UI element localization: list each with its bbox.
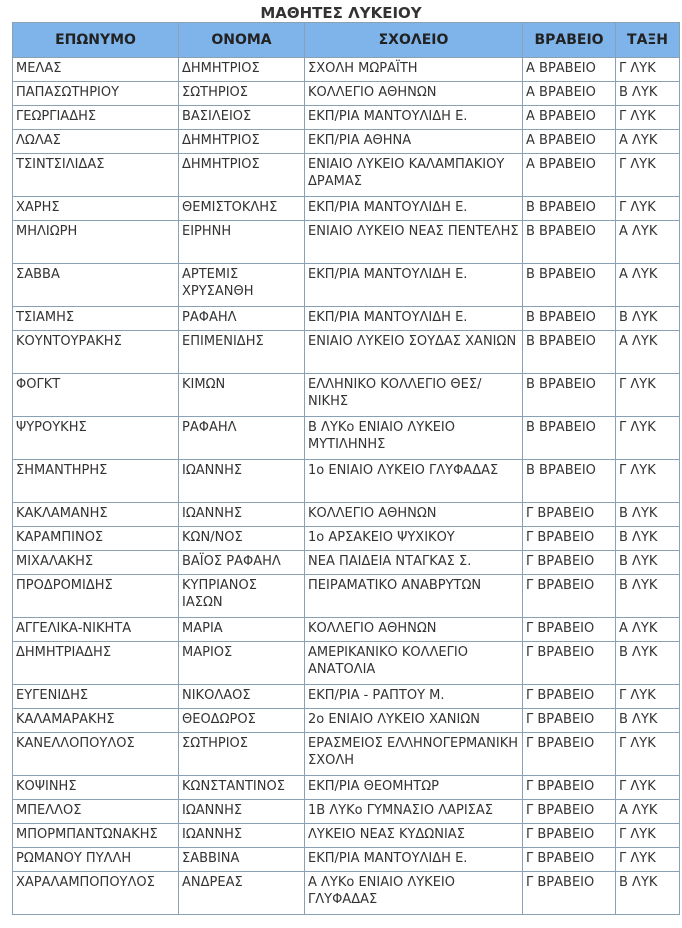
- cell-school: ΕΝΙΑΙΟ ΛΥΚΕΙΟ ΚΑΛΑΜΠΑΚΙΟΥ ΔΡΑΜΑΣ: [305, 154, 523, 197]
- table-row: [13, 776, 680, 800]
- cell-grade: Β ΛΥΚ: [616, 709, 680, 733]
- page-title: ΜΑΘΗΤΕΣ ΛΥΚΕΙΟΥ: [260, 4, 422, 22]
- cell-grade: Γ ΛΥΚ: [616, 776, 680, 800]
- header-name: ΟΝΟΜΑ: [179, 23, 305, 58]
- cell-name: ΡΑΦΑΗΛ: [179, 417, 305, 460]
- cell-award: Γ ΒΡΑΒΕΙΟ: [523, 709, 616, 733]
- cell-surname: ΧΑΡΗΣ: [13, 197, 179, 221]
- cell-name: ΔΗΜΗΤΡΙΟΣ: [179, 58, 305, 82]
- table-row: [13, 733, 680, 776]
- cell-award: Γ ΒΡΑΒΕΙΟ: [523, 551, 616, 575]
- cell-surname: ΣΑΒΒΑ: [13, 264, 179, 307]
- cell-grade: Α ΛΥΚ: [616, 331, 680, 374]
- cell-award: Α ΒΡΑΒΕΙΟ: [523, 82, 616, 106]
- table-row: [13, 417, 680, 460]
- cell-name: ΙΩΑΝΝΗΣ: [179, 460, 305, 503]
- table-row: [13, 106, 680, 130]
- cell-award: Γ ΒΡΑΒΕΙΟ: [523, 575, 616, 618]
- table-row: [13, 82, 680, 106]
- cell-surname: ΚΑΝΕΛΛΟΠΟΥΛΟΣ: [13, 733, 179, 776]
- table-row: [13, 800, 680, 824]
- cell-name: ΔΗΜΗΤΡΙΟΣ: [179, 130, 305, 154]
- table-row: [13, 824, 680, 848]
- cell-grade: Β ΛΥΚ: [616, 575, 680, 618]
- cell-school: ΝΕΑ ΠΑΙΔΕΙΑ ΝΤΑΓΚΑΣ Σ.: [305, 551, 523, 575]
- cell-surname: ΜΕΛΑΣ: [13, 58, 179, 82]
- cell-surname: ΤΣΙΝΤΣΙΛΙΔΑΣ: [13, 154, 179, 197]
- cell-school: ΕΡΑΣΜΕΙΟΣ ΕΛΛΗΝΟΓΕΡΜΑΝΙΚΗ ΣΧΟΛΗ: [305, 733, 523, 776]
- cell-name: ΚΥΠΡΙΑΝΟΣ ΙΑΣΩΝ: [179, 575, 305, 618]
- cell-surname: ΜΠΕΛΛΟΣ: [13, 800, 179, 824]
- cell-school: ΕΚΠ/ΡΙΑ ΘΕΟΜΗΤΩΡ: [305, 776, 523, 800]
- cell-award: Β ΒΡΑΒΕΙΟ: [523, 417, 616, 460]
- table-row: [13, 221, 680, 264]
- cell-name: ΣΩΤΗΡΙΟΣ: [179, 82, 305, 106]
- cell-grade: Α ΛΥΚ: [616, 221, 680, 264]
- table-row: [13, 642, 680, 685]
- cell-award: Γ ΒΡΑΒΕΙΟ: [523, 685, 616, 709]
- table-row: [13, 503, 680, 527]
- cell-surname: ΧΑΡΑΛΑΜΠΟΠΟΥΛΟΣ: [13, 872, 179, 915]
- cell-surname: ΠΡΟΔΡΟΜΙΔΗΣ: [13, 575, 179, 618]
- cell-school: 1ο ΕΝΙΑΙΟ ΛΥΚΕΙΟ ΓΛΥΦΑΔΑΣ: [305, 460, 523, 503]
- table-row: [13, 527, 680, 551]
- cell-name: ΕΙΡΗΝΗ: [179, 221, 305, 264]
- cell-school: ΕΚΠ/ΡΙΑ - ΡΑΠΤΟΥ Μ.: [305, 685, 523, 709]
- cell-name: ΑΝΔΡΕΑΣ: [179, 872, 305, 915]
- cell-name: ΚΩΝ/ΝΟΣ: [179, 527, 305, 551]
- table-row: [13, 154, 680, 197]
- cell-grade: Β ΛΥΚ: [616, 642, 680, 685]
- cell-name: ΚΙΜΩΝ: [179, 374, 305, 417]
- table-row: [13, 848, 680, 872]
- cell-name: ΙΩΑΝΝΗΣ: [179, 503, 305, 527]
- cell-grade: Γ ΛΥΚ: [616, 824, 680, 848]
- cell-school: ΕΚΠ/ΡΙΑ ΜΑΝΤΟΥΛΙΔΗ Ε.: [305, 264, 523, 307]
- cell-grade: Γ ΛΥΚ: [616, 733, 680, 776]
- cell-school: ΠΕΙΡΑΜΑΤΙΚΟ ΑΝΑΒΡΥΤΩΝ: [305, 575, 523, 618]
- cell-grade: Γ ΛΥΚ: [616, 417, 680, 460]
- cell-surname: ΑΓΓΕΛΙΚΑ-ΝΙΚΗΤΑ: [13, 618, 179, 642]
- cell-school: ΣΧΟΛΗ ΜΩΡΑΪΤΗ: [305, 58, 523, 82]
- cell-surname: ΚΟΨΙΝΗΣ: [13, 776, 179, 800]
- cell-award: Γ ΒΡΑΒΕΙΟ: [523, 733, 616, 776]
- cell-surname: ΔΗΜΗΤΡΙΑΔΗΣ: [13, 642, 179, 685]
- table-row: [13, 685, 680, 709]
- header-award: ΒΡΑΒΕΙΟ: [523, 23, 616, 58]
- cell-award: Α ΒΡΑΒΕΙΟ: [523, 58, 616, 82]
- cell-grade: Β ΛΥΚ: [616, 551, 680, 575]
- cell-school: ΕΚΠ/ΡΙΑ ΑΘΗΝΑ: [305, 130, 523, 154]
- table-row: [13, 460, 680, 503]
- cell-name: ΒΑΣΙΛΕΙΟΣ: [179, 106, 305, 130]
- table-row: [13, 307, 680, 331]
- table-row: [13, 264, 680, 307]
- cell-grade: Β ΛΥΚ: [616, 527, 680, 551]
- cell-grade: Γ ΛΥΚ: [616, 848, 680, 872]
- cell-award: Α ΒΡΑΒΕΙΟ: [523, 154, 616, 197]
- table-row: [13, 374, 680, 417]
- cell-surname: ΛΩΛΑΣ: [13, 130, 179, 154]
- cell-award: Γ ΒΡΑΒΕΙΟ: [523, 800, 616, 824]
- cell-award: Β ΒΡΑΒΕΙΟ: [523, 331, 616, 374]
- cell-name: ΚΩΝΣΤΑΝΤΙΝΟΣ: [179, 776, 305, 800]
- cell-award: Γ ΒΡΑΒΕΙΟ: [523, 848, 616, 872]
- cell-grade: Α ΛΥΚ: [616, 618, 680, 642]
- cell-grade: Β ΛΥΚ: [616, 82, 680, 106]
- cell-name: ΣΩΤΗΡΙΟΣ: [179, 733, 305, 776]
- table-row: [13, 197, 680, 221]
- cell-name: ΣΑΒΒΙΝΑ: [179, 848, 305, 872]
- table-row: [13, 331, 680, 374]
- cell-surname: ΜΠΟΡΜΠΑΝΤΩΝΑΚΗΣ: [13, 824, 179, 848]
- header-surname: ΕΠΩΝΥΜΟ: [13, 23, 179, 58]
- cell-surname: ΚΑΡΑΜΠΙΝΟΣ: [13, 527, 179, 551]
- cell-name: ΒΑΪΟΣ ΡΑΦΑΗΛ: [179, 551, 305, 575]
- cell-school: ΚΟΛΛΕΓΙΟ ΑΘΗΝΩΝ: [305, 82, 523, 106]
- cell-grade: Β ΛΥΚ: [616, 503, 680, 527]
- cell-grade: Α ΛΥΚ: [616, 130, 680, 154]
- cell-school: ΕΚΠ/ΡΙΑ ΜΑΝΤΟΥΛΙΔΗ Ε.: [305, 197, 523, 221]
- cell-award: Γ ΒΡΑΒΕΙΟ: [523, 527, 616, 551]
- cell-name: ΜΑΡΙΑ: [179, 618, 305, 642]
- cell-surname: ΚΑΚΛΑΜΑΝΗΣ: [13, 503, 179, 527]
- table-row: [13, 58, 680, 82]
- cell-surname: ΜΙΧΑΛΑΚΗΣ: [13, 551, 179, 575]
- header-school: ΣΧΟΛΕΙΟ: [305, 23, 523, 58]
- cell-grade: Α ΛΥΚ: [616, 800, 680, 824]
- cell-name: ΙΩΑΝΝΗΣ: [179, 824, 305, 848]
- cell-grade: Γ ΛΥΚ: [616, 106, 680, 130]
- cell-grade: Β ΛΥΚ: [616, 872, 680, 915]
- cell-surname: ΤΣΙΑΜΗΣ: [13, 307, 179, 331]
- cell-award: Β ΒΡΑΒΕΙΟ: [523, 374, 616, 417]
- cell-surname: ΡΩΜΑΝΟΥ ΠΥΛΛΗ: [13, 848, 179, 872]
- cell-surname: ΜΗΛΙΩΡΗ: [13, 221, 179, 264]
- cell-school: Β ΛΥΚο ΕΝΙΑΙΟ ΛΥΚΕΙΟ ΜΥΤΙΛΗΝΗΣ: [305, 417, 523, 460]
- cell-grade: Α ΛΥΚ: [616, 264, 680, 307]
- cell-name: ΑΡΤΕΜΙΣ ΧΡΥΣΑΝΘΗ: [179, 264, 305, 307]
- cell-award: Γ ΒΡΑΒΕΙΟ: [523, 824, 616, 848]
- table-row: [13, 618, 680, 642]
- cell-award: Β ΒΡΑΒΕΙΟ: [523, 460, 616, 503]
- table-row: [13, 709, 680, 733]
- cell-name: ΜΑΡΙΟΣ: [179, 642, 305, 685]
- cell-award: Γ ΒΡΑΒΕΙΟ: [523, 872, 616, 915]
- cell-award: Β ΒΡΑΒΕΙΟ: [523, 307, 616, 331]
- cell-surname: ΣΗΜΑΝΤΗΡΗΣ: [13, 460, 179, 503]
- cell-surname: ΚΟΥΝΤΟΥΡΑΚΗΣ: [13, 331, 179, 374]
- cell-grade: Γ ΛΥΚ: [616, 460, 680, 503]
- table-row: [13, 872, 680, 915]
- cell-award: Β ΒΡΑΒΕΙΟ: [523, 221, 616, 264]
- table-row: [13, 130, 680, 154]
- cell-name: ΘΕΟΔΩΡΟΣ: [179, 709, 305, 733]
- cell-surname: ΚΑΛΑΜΑΡΑΚΗΣ: [13, 709, 179, 733]
- table-row: [13, 551, 680, 575]
- students-table: [12, 22, 680, 915]
- cell-surname: ΦΟΓΚΤ: [13, 374, 179, 417]
- cell-school: ΚΟΛΛΕΓΙΟ ΑΘΗΝΩΝ: [305, 618, 523, 642]
- cell-grade: Γ ΛΥΚ: [616, 685, 680, 709]
- cell-surname: ΠΑΠΑΣΩΤΗΡΙΟΥ: [13, 82, 179, 106]
- cell-grade: Γ ΛΥΚ: [616, 197, 680, 221]
- cell-name: ΔΗΜΗΤΡΙΟΣ: [179, 154, 305, 197]
- cell-name: ΝΙΚΟΛΑΟΣ: [179, 685, 305, 709]
- cell-award: Α ΒΡΑΒΕΙΟ: [523, 130, 616, 154]
- cell-award: Γ ΒΡΑΒΕΙΟ: [523, 776, 616, 800]
- cell-surname: ΓΕΩΡΓΙΑΔΗΣ: [13, 106, 179, 130]
- cell-name: ΡΑΦΑΗΛ: [179, 307, 305, 331]
- cell-school: 2ο ΕΝΙΑΙΟ ΛΥΚΕΙΟ ΧΑΝΙΩΝ: [305, 709, 523, 733]
- cell-award: Β ΒΡΑΒΕΙΟ: [523, 264, 616, 307]
- cell-award: Α ΒΡΑΒΕΙΟ: [523, 106, 616, 130]
- header-grade: ΤΑΞΗ: [616, 23, 680, 58]
- cell-school: 1ο ΑΡΣΑΚΕΙΟ ΨΥΧΙΚΟΥ: [305, 527, 523, 551]
- cell-name: ΘΕΜΙΣΤΟΚΛΗΣ: [179, 197, 305, 221]
- cell-grade: Γ ΛΥΚ: [616, 374, 680, 417]
- cell-school: ΕΚΠ/ΡΙΑ ΜΑΝΤΟΥΛΙΔΗ Ε.: [305, 307, 523, 331]
- cell-award: Γ ΒΡΑΒΕΙΟ: [523, 642, 616, 685]
- cell-school: ΕΝΙΑΙΟ ΛΥΚΕΙΟ ΣΟΥΔΑΣ ΧΑΝΙΩΝ: [305, 331, 523, 374]
- cell-school: ΕΚΠ/ΡΙΑ ΜΑΝΤΟΥΛΙΔΗ Ε.: [305, 106, 523, 130]
- cell-school: ΕΛΛΗΝΙΚΟ ΚΟΛΛΕΓΙΟ ΘΕΣ/ ΝΙΚΗΣ: [305, 374, 523, 417]
- cell-school: ΑΜΕΡΙΚΑΝΙΚΟ ΚΟΛΛΕΓΙΟ ΑΝΑΤΟΛΙΑ: [305, 642, 523, 685]
- cell-award: Β ΒΡΑΒΕΙΟ: [523, 197, 616, 221]
- cell-grade: Γ ΛΥΚ: [616, 154, 680, 197]
- cell-grade: Β ΛΥΚ: [616, 307, 680, 331]
- header-row: [13, 23, 680, 58]
- cell-award: Γ ΒΡΑΒΕΙΟ: [523, 503, 616, 527]
- cell-name: ΕΠΙΜΕΝΙΔΗΣ: [179, 331, 305, 374]
- cell-grade: Γ ΛΥΚ: [616, 58, 680, 82]
- cell-surname: ΕΥΓΕΝΙΔΗΣ: [13, 685, 179, 709]
- cell-school: 1Β ΛΥΚο ΓΥΜΝΑΣΙΟ ΛΑΡΙΣΑΣ: [305, 800, 523, 824]
- cell-school: ΛΥΚΕΙΟ ΝΕΑΣ ΚΥΔΩΝΙΑΣ: [305, 824, 523, 848]
- cell-school: ΕΝΙΑΙΟ ΛΥΚΕΙΟ ΝΕΑΣ ΠΕΝΤΕΛΗΣ: [305, 221, 523, 264]
- cell-school: ΕΚΠ/ΡΙΑ ΜΑΝΤΟΥΛΙΔΗ Ε.: [305, 848, 523, 872]
- cell-name: ΙΩΑΝΝΗΣ: [179, 800, 305, 824]
- cell-surname: ΨΥΡΟΥΚΗΣ: [13, 417, 179, 460]
- cell-award: Γ ΒΡΑΒΕΙΟ: [523, 618, 616, 642]
- cell-school: Α ΛΥΚο ΕΝΙΑΙΟ ΛΥΚΕΙΟ ΓΛΥΦΑΔΑΣ: [305, 872, 523, 915]
- cell-school: ΚΟΛΛΕΓΙΟ ΑΘΗΝΩΝ: [305, 503, 523, 527]
- table-row: [13, 575, 680, 618]
